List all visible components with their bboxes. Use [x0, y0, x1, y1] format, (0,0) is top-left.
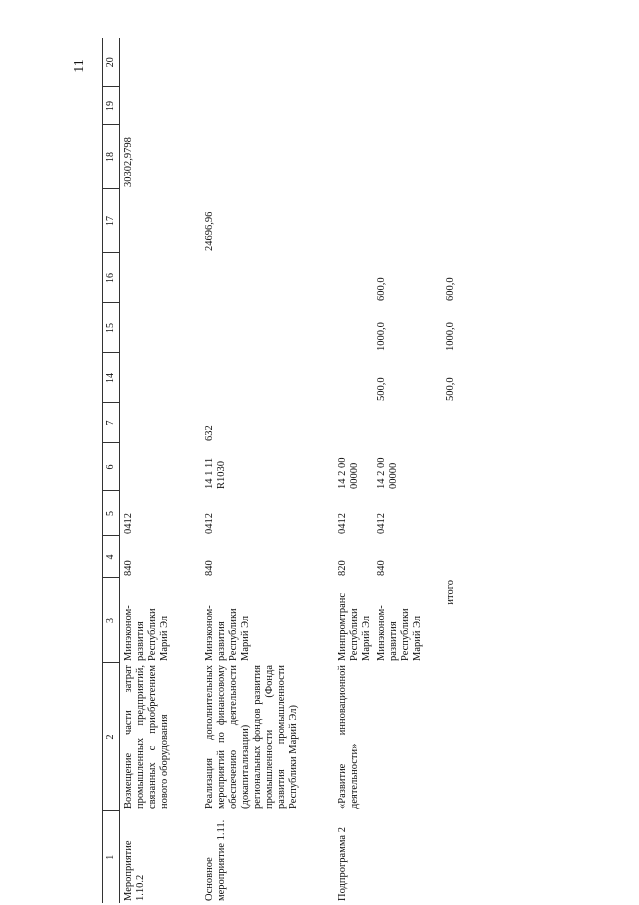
cell-description [373, 663, 442, 811]
header-col-15: 15 [103, 303, 120, 353]
budget-table [102, 38, 485, 903]
header-col-20: 20 [103, 38, 120, 87]
cell-col-16 [201, 253, 334, 303]
header-col-2: 2 [103, 663, 120, 811]
cell-grbs: 840 [123, 560, 134, 576]
cell-executor: Минэконом-развития Республики Марий Эл [204, 605, 252, 661]
cell-program-item: Мероприятие 1.10.2 [123, 840, 147, 901]
cell-vr [334, 403, 373, 443]
cell-description: Возмещение части затрат промышленных предприятий, связанных с приобретением нового оборудования [123, 665, 171, 809]
header-col-14: 14 [103, 353, 120, 403]
rotated-budget-table-sheet [102, 38, 532, 903]
cell-executor: Минэконом-развития Республики Марий Эл [376, 605, 424, 661]
header-col-6: 6 [103, 443, 120, 491]
cell-col-19 [373, 87, 442, 125]
cell-col-14 [120, 353, 202, 403]
cell-rzpr: 0412 [123, 513, 134, 534]
cell-csr: 14 2 00 00000 [337, 457, 361, 489]
cell-rzpr: 0412 [337, 513, 348, 534]
cell-col-18 [373, 125, 442, 189]
cell-rzpr: 0412 [204, 513, 215, 534]
cell-col-20 [334, 38, 373, 87]
cell-col-18 [201, 125, 334, 189]
cell-col-17 [334, 189, 373, 253]
cell-executor: Минпромтранс Республики Марий Эл [337, 592, 373, 661]
header-col-5: 5 [103, 491, 120, 536]
cell-col-15 [201, 303, 334, 353]
table-row [201, 38, 334, 903]
cell-rzpr [442, 491, 485, 536]
cell-col-14 [201, 353, 334, 403]
cell-col-16 [120, 253, 202, 303]
cell-program-item: Основное мероприятие 1.11. [204, 819, 228, 901]
table-row [120, 38, 202, 903]
cell-rzpr: 0412 [376, 513, 388, 534]
cell-program-item [442, 811, 485, 903]
cell-program-item [373, 811, 442, 903]
page-number: 11 [72, 59, 87, 73]
cell-vr [373, 403, 442, 443]
cell-grbs [442, 536, 485, 578]
table-row-total [442, 38, 485, 903]
cell-csr [442, 443, 485, 491]
cell-col-19 [201, 87, 334, 125]
header-col-16: 16 [103, 253, 120, 303]
cell-col-20 [373, 38, 442, 87]
cell-col-17 [120, 189, 202, 253]
cell-col-16: 600,0 [445, 277, 457, 301]
cell-csr [120, 443, 202, 491]
cell-col-18 [334, 125, 373, 189]
cell-program-item: Подпрограмма 2 [337, 827, 348, 901]
cell-col-17: 24696,96 [204, 211, 215, 251]
table-row [334, 38, 373, 903]
cell-grbs: 840 [204, 560, 215, 576]
cell-col-18 [442, 125, 485, 189]
cell-vr [442, 403, 485, 443]
cell-description: «Развитие инновационной деятельности» [337, 665, 361, 809]
header-col-1: 1 [103, 811, 120, 903]
cell-vr [120, 403, 202, 443]
cell-description [442, 663, 485, 811]
header-col-18: 18 [103, 125, 120, 189]
cell-col-14: 500,0 [445, 377, 457, 401]
header-col-3: 3 [103, 578, 120, 663]
cell-csr: 14 2 00 00000 [376, 457, 400, 489]
cell-col-15 [120, 303, 202, 353]
cell-executor: Минэконом-развития Республики Марий Эл [123, 605, 171, 661]
cell-col-15: 1000,0 [376, 322, 388, 351]
cell-col-15: 1000,0 [445, 322, 457, 351]
cell-col-19 [334, 87, 373, 125]
cell-col-16 [334, 253, 373, 303]
cell-grbs: 820 [337, 560, 348, 576]
cell-col-19 [120, 87, 202, 125]
header-col-19: 19 [103, 87, 120, 125]
cell-csr: 14 1 11 R1030 [204, 457, 228, 489]
cell-total-label: итого [445, 580, 457, 605]
cell-grbs: 840 [376, 560, 388, 576]
header-col-17: 17 [103, 189, 120, 253]
cell-vr: 632 [204, 425, 215, 441]
header-col-4: 4 [103, 536, 120, 578]
cell-col-17 [442, 189, 485, 253]
cell-col-20 [120, 38, 202, 87]
cell-description: Реализация дополнительных мероприятий по финансовому обеспечению деятельности (докапитализации) региональных фондов развития промышленности (Фонда развития промышленности Республики Марий Эл) [204, 665, 300, 809]
cell-col-17 [373, 189, 442, 253]
cell-col-18: 30302,9798 [123, 137, 134, 187]
cell-col-20 [442, 38, 485, 87]
cell-col-19 [442, 87, 485, 125]
cell-col-14: 500,0 [376, 377, 388, 401]
cell-col-20 [201, 38, 334, 87]
cell-col-15 [334, 303, 373, 353]
cell-col-14 [334, 353, 373, 403]
cell-col-16: 600,0 [376, 277, 388, 301]
table-row [373, 38, 442, 903]
header-row [103, 38, 120, 903]
header-col-7: 7 [103, 403, 120, 443]
